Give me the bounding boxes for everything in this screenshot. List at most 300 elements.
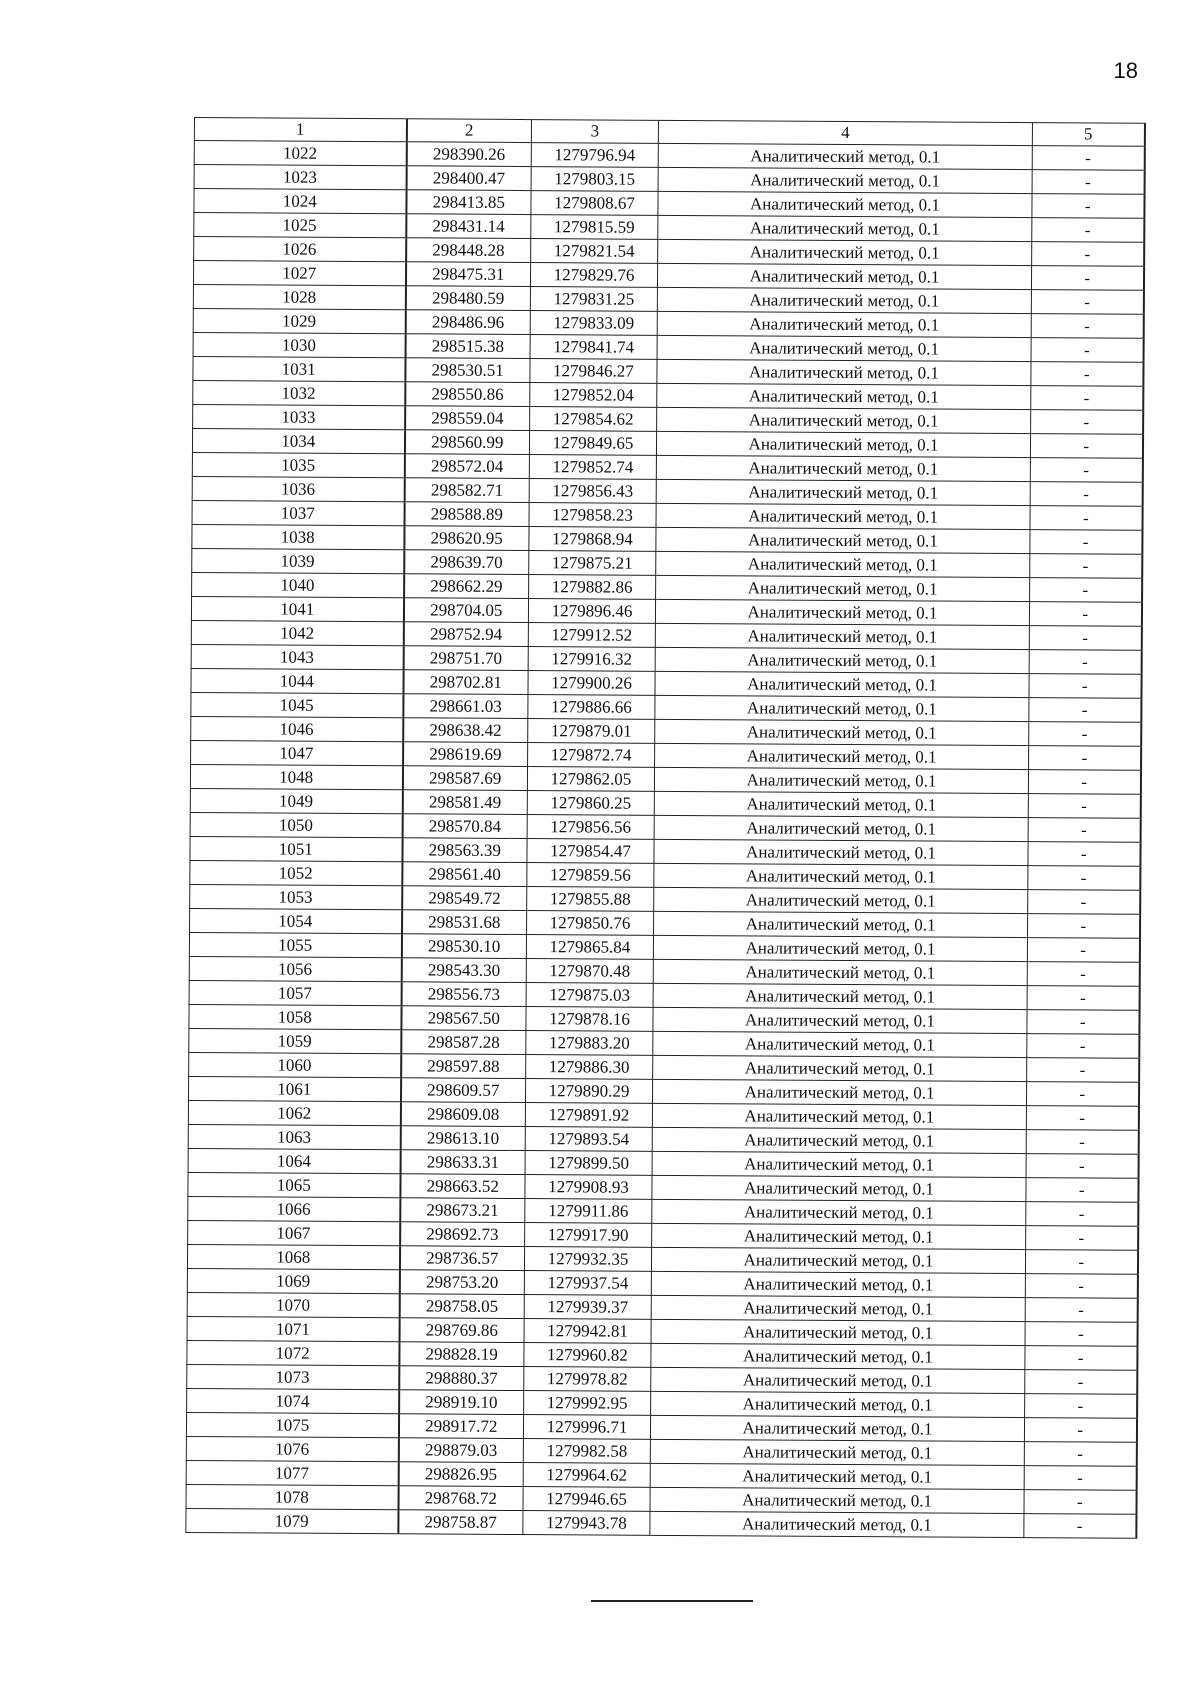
- y-coordinate-cell: 1279860.25: [527, 791, 654, 816]
- note-cell: -: [1028, 890, 1140, 915]
- y-coordinate-cell: 1279978.82: [524, 1367, 651, 1392]
- x-coordinate-cell: 298530.10: [401, 934, 526, 959]
- point-number-cell: 1030: [193, 332, 405, 357]
- x-coordinate-cell: 298758.05: [399, 1294, 524, 1319]
- y-coordinate-cell: 1279841.74: [530, 335, 657, 360]
- method-cell: Аналитический метод, 0.1: [652, 1079, 1026, 1105]
- note-cell: -: [1031, 362, 1143, 387]
- note-cell: -: [1026, 1130, 1138, 1155]
- note-cell: -: [1029, 698, 1141, 723]
- note-cell: -: [1027, 962, 1139, 987]
- x-coordinate-cell: 298582.71: [404, 478, 529, 503]
- x-coordinate-cell: 298572.04: [404, 454, 529, 479]
- x-coordinate-cell: 298515.38: [405, 334, 530, 359]
- point-number-cell: 1065: [188, 1172, 400, 1197]
- x-coordinate-cell: 298768.72: [398, 1486, 523, 1511]
- x-coordinate-cell: 298663.52: [400, 1174, 525, 1199]
- point-number-cell: 1044: [191, 668, 403, 693]
- point-number-cell: 1050: [190, 812, 402, 837]
- point-number-cell: 1073: [187, 1364, 399, 1389]
- x-coordinate-cell: 298880.37: [399, 1366, 524, 1391]
- x-coordinate-cell: 298448.28: [406, 238, 531, 263]
- point-number-cell: 1064: [188, 1148, 400, 1173]
- x-coordinate-cell: 298587.28: [401, 1030, 526, 1055]
- point-number-cell: 1035: [192, 452, 404, 477]
- y-coordinate-cell: 1279855.88: [527, 887, 654, 912]
- method-cell: Аналитический метод, 0.1: [650, 1415, 1024, 1441]
- y-coordinate-cell: 1279846.27: [530, 359, 657, 384]
- point-number-cell: 1075: [186, 1412, 398, 1437]
- point-number-cell: 1026: [194, 237, 406, 262]
- method-cell: Аналитический метод, 0.1: [657, 263, 1031, 289]
- note-cell: -: [1024, 1466, 1136, 1491]
- x-coordinate-cell: 298702.81: [403, 670, 528, 695]
- y-coordinate-cell: 1279890.29: [525, 1079, 652, 1104]
- note-cell: -: [1030, 434, 1142, 459]
- y-coordinate-cell: 1279875.03: [526, 983, 653, 1008]
- point-number-cell: 1038: [192, 524, 404, 549]
- y-coordinate-cell: 1279939.37: [524, 1295, 651, 1320]
- method-cell: Аналитический метод, 0.1: [650, 1463, 1024, 1489]
- point-number-cell: 1053: [190, 884, 402, 909]
- note-cell: -: [1031, 314, 1143, 339]
- point-number-cell: 1071: [187, 1316, 399, 1341]
- note-cell: -: [1025, 1298, 1137, 1323]
- method-cell: Аналитический метод, 0.1: [652, 1151, 1026, 1177]
- method-cell: Аналитический метод, 0.1: [650, 1439, 1024, 1465]
- y-coordinate-cell: 1279852.04: [530, 383, 657, 408]
- point-number-cell: 1066: [188, 1196, 400, 1221]
- method-cell: Аналитический метод, 0.1: [654, 815, 1028, 841]
- method-cell: Аналитический метод, 0.1: [652, 1103, 1026, 1129]
- point-number-cell: 1046: [191, 716, 403, 741]
- note-cell: -: [1029, 650, 1141, 675]
- note-cell: -: [1028, 794, 1140, 819]
- point-number-cell: 1025: [194, 213, 406, 238]
- y-coordinate-cell: 1279946.65: [523, 1487, 650, 1512]
- x-coordinate-cell: 298413.85: [406, 190, 531, 215]
- x-coordinate-cell: 298543.30: [401, 958, 526, 983]
- x-coordinate-cell: 298639.70: [404, 550, 529, 575]
- y-coordinate-cell: 1279912.52: [528, 623, 655, 648]
- note-cell: -: [1025, 1322, 1137, 1347]
- note-cell: -: [1027, 1010, 1139, 1035]
- y-coordinate-cell: 1279856.56: [527, 815, 654, 840]
- method-cell: Аналитический метод, 0.1: [652, 1175, 1026, 1201]
- x-coordinate-cell: 298556.73: [401, 982, 526, 1007]
- method-cell: Аналитический метод, 0.1: [651, 1295, 1025, 1321]
- x-coordinate-cell: 298531.68: [402, 910, 527, 935]
- y-coordinate-cell: 1279886.66: [528, 695, 655, 720]
- y-coordinate-cell: 1279899.50: [525, 1151, 652, 1176]
- point-number-cell: 1062: [188, 1100, 400, 1125]
- note-cell: -: [1024, 1442, 1136, 1467]
- point-number-cell: 1022: [194, 141, 406, 166]
- point-number-cell: 1068: [187, 1244, 399, 1269]
- method-cell: Аналитический метод, 0.1: [654, 911, 1028, 937]
- point-number-cell: 1043: [191, 644, 403, 669]
- note-cell: -: [1028, 842, 1140, 867]
- y-coordinate-cell: 1279883.20: [526, 1031, 653, 1056]
- method-cell: Аналитический метод, 0.1: [655, 719, 1029, 745]
- method-cell: Аналитический метод, 0.1: [650, 1487, 1024, 1513]
- method-cell: Аналитический метод, 0.1: [656, 503, 1030, 529]
- point-number-cell: 1072: [187, 1340, 399, 1365]
- point-number-cell: 1074: [187, 1388, 399, 1413]
- note-cell: -: [1031, 290, 1143, 315]
- point-number-cell: 1051: [190, 836, 402, 861]
- note-cell: -: [1025, 1394, 1137, 1419]
- y-coordinate-cell: 1279854.47: [527, 839, 654, 864]
- y-coordinate-cell: 1279831.25: [530, 287, 657, 312]
- point-number-cell: 1054: [190, 908, 402, 933]
- table-row: [186, 1508, 1136, 1538]
- point-number-cell: 1067: [188, 1220, 400, 1245]
- x-coordinate-cell: 298486.96: [405, 310, 530, 335]
- method-cell: Аналитический метод, 0.1: [652, 1223, 1026, 1249]
- point-number-cell: 1076: [186, 1436, 398, 1461]
- note-cell: -: [1029, 602, 1141, 627]
- y-coordinate-cell: 1279870.48: [526, 959, 653, 984]
- x-coordinate-cell: 298561.40: [402, 862, 527, 887]
- method-cell: Аналитический метод, 0.1: [658, 167, 1032, 193]
- y-coordinate-cell: 1279852.74: [529, 455, 656, 480]
- method-cell: Аналитический метод, 0.1: [655, 647, 1029, 673]
- point-number-cell: 1027: [193, 261, 405, 286]
- note-cell: -: [1026, 1154, 1138, 1179]
- x-coordinate-cell: 298917.72: [398, 1414, 523, 1439]
- point-number-cell: 1047: [191, 740, 403, 765]
- point-number-cell: 1037: [192, 500, 404, 525]
- note-cell: -: [1032, 218, 1144, 243]
- method-cell: Аналитический метод, 0.1: [653, 1031, 1027, 1057]
- x-coordinate-cell: 298736.57: [399, 1246, 524, 1271]
- y-coordinate-cell: 1279833.09: [530, 311, 657, 336]
- note-cell: -: [1027, 938, 1139, 963]
- method-cell: Аналитический метод, 0.1: [654, 791, 1028, 817]
- point-number-cell: 1060: [189, 1052, 401, 1077]
- y-coordinate-cell: 1279849.65: [529, 431, 656, 456]
- method-cell: Аналитический метод, 0.1: [657, 335, 1031, 361]
- x-coordinate-cell: 298431.14: [406, 214, 531, 239]
- y-coordinate-cell: 1279808.67: [531, 191, 658, 216]
- y-coordinate-cell: 1279896.46: [528, 599, 655, 624]
- y-coordinate-cell: 1279859.56: [527, 863, 654, 888]
- y-coordinate-cell: 1279856.43: [529, 479, 656, 504]
- point-number-cell: 1042: [191, 620, 403, 645]
- y-coordinate-cell: 1279893.54: [525, 1127, 652, 1152]
- note-cell: -: [1028, 866, 1140, 891]
- x-coordinate-cell: 298620.95: [404, 526, 529, 551]
- method-cell: Аналитический метод, 0.1: [655, 671, 1029, 697]
- table-body: [186, 141, 1144, 1539]
- method-cell: Аналитический метод, 0.1: [653, 959, 1027, 985]
- x-coordinate-cell: 298581.49: [402, 790, 527, 815]
- method-cell: Аналитический метод, 0.1: [656, 431, 1030, 457]
- x-coordinate-cell: 298475.31: [405, 262, 530, 287]
- method-cell: Аналитический метод, 0.1: [655, 695, 1029, 721]
- note-cell: -: [1026, 1226, 1138, 1251]
- note-cell: -: [1028, 914, 1140, 939]
- point-number-cell: 1028: [193, 284, 405, 309]
- method-cell: Аналитический метод, 0.1: [654, 863, 1028, 889]
- y-coordinate-cell: 1279911.86: [525, 1199, 652, 1224]
- point-number-cell: 1052: [190, 860, 402, 885]
- x-coordinate-cell: 298587.69: [402, 766, 527, 791]
- note-cell: -: [1030, 578, 1142, 603]
- point-number-cell: 1031: [193, 356, 405, 381]
- method-cell: Аналитический метод, 0.1: [654, 767, 1028, 793]
- method-cell: Аналитический метод, 0.1: [655, 599, 1029, 625]
- method-cell: Аналитический метод, 0.1: [657, 407, 1031, 433]
- point-number-cell: 1039: [192, 548, 404, 573]
- y-coordinate-cell: 1279964.62: [523, 1463, 650, 1488]
- x-coordinate-cell: 298879.03: [398, 1438, 523, 1463]
- x-coordinate-cell: 298826.95: [398, 1462, 523, 1487]
- y-coordinate-cell: 1279917.90: [525, 1223, 652, 1248]
- note-cell: -: [1026, 1082, 1138, 1107]
- x-coordinate-cell: 298661.03: [403, 694, 528, 719]
- method-cell: Аналитический метод, 0.1: [652, 1127, 1026, 1153]
- note-cell: -: [1027, 986, 1139, 1011]
- y-coordinate-cell: 1279982.58: [523, 1439, 650, 1464]
- note-cell: -: [1027, 1034, 1139, 1059]
- note-cell: -: [1032, 194, 1144, 219]
- point-number-cell: 1024: [194, 189, 406, 214]
- y-coordinate-cell: 1279875.21: [529, 551, 656, 576]
- y-coordinate-cell: 1279996.71: [523, 1415, 650, 1440]
- method-cell: Аналитический метод, 0.1: [657, 359, 1031, 385]
- column-header-2: 2: [406, 119, 531, 143]
- method-cell: Аналитический метод, 0.1: [657, 383, 1031, 409]
- y-coordinate-cell: 1279854.62: [530, 407, 657, 432]
- x-coordinate-cell: 298919.10: [399, 1390, 524, 1415]
- column-header-5: 5: [1032, 123, 1144, 147]
- note-cell: -: [1030, 530, 1142, 555]
- note-cell: -: [1024, 1418, 1136, 1443]
- note-cell: -: [1029, 746, 1141, 771]
- point-number-cell: 1034: [192, 428, 404, 453]
- note-cell: -: [1029, 626, 1141, 651]
- point-number-cell: 1040: [192, 572, 404, 597]
- x-coordinate-cell: 298597.88: [401, 1054, 526, 1079]
- point-number-cell: 1079: [186, 1508, 398, 1533]
- column-header-4: 4: [658, 120, 1032, 145]
- note-cell: -: [1032, 146, 1144, 171]
- note-cell: -: [1031, 410, 1143, 435]
- point-number-cell: 1057: [189, 980, 401, 1005]
- note-cell: -: [1028, 770, 1140, 795]
- y-coordinate-cell: 1279862.05: [527, 767, 654, 792]
- x-coordinate-cell: 298692.73: [400, 1222, 525, 1247]
- x-coordinate-cell: 298563.39: [402, 838, 527, 863]
- method-cell: Аналитический метод, 0.1: [653, 983, 1027, 1009]
- method-cell: Аналитический метод, 0.1: [658, 143, 1032, 169]
- note-cell: -: [1032, 170, 1144, 195]
- note-cell: -: [1029, 674, 1141, 699]
- x-coordinate-cell: 298549.72: [402, 886, 527, 911]
- y-coordinate-cell: 1279943.78: [523, 1511, 650, 1536]
- x-coordinate-cell: 298567.50: [401, 1006, 526, 1031]
- y-coordinate-cell: 1279850.76: [527, 911, 654, 936]
- point-number-cell: 1063: [188, 1124, 400, 1149]
- y-coordinate-cell: 1279900.26: [528, 671, 655, 696]
- method-cell: Аналитический метод, 0.1: [656, 575, 1030, 601]
- note-cell: -: [1026, 1178, 1138, 1203]
- note-cell: -: [1025, 1274, 1137, 1299]
- column-header-3: 3: [531, 120, 658, 144]
- point-number-cell: 1033: [193, 404, 405, 429]
- point-number-cell: 1036: [192, 476, 404, 501]
- x-coordinate-cell: 298560.99: [404, 430, 529, 455]
- y-coordinate-cell: 1279803.15: [531, 167, 658, 192]
- method-cell: Аналитический метод, 0.1: [653, 935, 1027, 961]
- x-coordinate-cell: 298390.26: [406, 142, 531, 167]
- point-number-cell: 1032: [193, 380, 405, 405]
- y-coordinate-cell: 1279908.93: [525, 1175, 652, 1200]
- x-coordinate-cell: 298559.04: [405, 406, 530, 431]
- y-coordinate-cell: 1279829.76: [530, 263, 657, 288]
- x-coordinate-cell: 298530.51: [405, 358, 530, 383]
- note-cell: -: [1025, 1250, 1137, 1275]
- method-cell: Аналитический метод, 0.1: [658, 239, 1032, 265]
- point-number-cell: 1045: [191, 692, 403, 717]
- point-number-cell: 1023: [194, 165, 406, 190]
- method-cell: Аналитический метод, 0.1: [651, 1391, 1025, 1417]
- method-cell: Аналитический метод, 0.1: [650, 1511, 1024, 1537]
- y-coordinate-cell: 1279878.16: [526, 1007, 653, 1032]
- point-number-cell: 1061: [188, 1076, 400, 1101]
- note-cell: -: [1031, 338, 1143, 363]
- point-number-cell: 1041: [191, 596, 403, 621]
- method-cell: Аналитический метод, 0.1: [658, 215, 1032, 241]
- x-coordinate-cell: 298828.19: [399, 1342, 524, 1367]
- note-cell: -: [1026, 1202, 1138, 1227]
- y-coordinate-cell: 1279942.81: [524, 1319, 651, 1344]
- y-coordinate-cell: 1279992.95: [524, 1391, 651, 1416]
- method-cell: Аналитический метод, 0.1: [656, 551, 1030, 577]
- x-coordinate-cell: 298609.57: [400, 1078, 525, 1103]
- method-cell: Аналитический метод, 0.1: [652, 1199, 1026, 1225]
- point-number-cell: 1069: [187, 1268, 399, 1293]
- point-number-cell: 1056: [189, 956, 401, 981]
- y-coordinate-cell: 1279891.92: [525, 1103, 652, 1128]
- note-cell: -: [1032, 242, 1144, 267]
- point-number-cell: 1048: [190, 764, 402, 789]
- point-number-cell: 1077: [186, 1460, 398, 1485]
- y-coordinate-cell: 1279865.84: [526, 935, 653, 960]
- note-cell: -: [1030, 554, 1142, 579]
- point-number-cell: 1049: [190, 788, 402, 813]
- x-coordinate-cell: 298480.59: [405, 286, 530, 311]
- note-cell: -: [1029, 722, 1141, 747]
- y-coordinate-cell: 1279815.59: [531, 215, 658, 240]
- y-coordinate-cell: 1279882.86: [529, 575, 656, 600]
- x-coordinate-cell: 298758.87: [398, 1510, 523, 1535]
- method-cell: Аналитический метод, 0.1: [651, 1319, 1025, 1345]
- x-coordinate-cell: 298619.69: [403, 742, 528, 767]
- x-coordinate-cell: 298570.84: [402, 814, 527, 839]
- note-cell: -: [1030, 458, 1142, 483]
- x-coordinate-cell: 298751.70: [403, 646, 528, 671]
- x-coordinate-cell: 298662.29: [404, 574, 529, 599]
- method-cell: Аналитический метод, 0.1: [651, 1343, 1025, 1369]
- method-cell: Аналитический метод, 0.1: [656, 527, 1030, 553]
- y-coordinate-cell: 1279868.94: [529, 527, 656, 552]
- x-coordinate-cell: 298638.42: [403, 718, 528, 743]
- x-coordinate-cell: 298769.86: [399, 1318, 524, 1343]
- method-cell: Аналитический метод, 0.1: [651, 1367, 1025, 1393]
- method-cell: Аналитический метод, 0.1: [654, 887, 1028, 913]
- method-cell: Аналитический метод, 0.1: [653, 1007, 1027, 1033]
- method-cell: Аналитический метод, 0.1: [657, 311, 1031, 337]
- y-coordinate-cell: 1279821.54: [531, 239, 658, 264]
- method-cell: Аналитический метод, 0.1: [654, 839, 1028, 865]
- note-cell: -: [1028, 818, 1140, 843]
- x-coordinate-cell: 298400.47: [406, 166, 531, 191]
- x-coordinate-cell: 298673.21: [400, 1198, 525, 1223]
- y-coordinate-cell: 1279879.01: [528, 719, 655, 744]
- x-coordinate-cell: 298550.86: [405, 382, 530, 407]
- y-coordinate-cell: 1279886.30: [526, 1055, 653, 1080]
- note-cell: -: [1024, 1514, 1136, 1539]
- method-cell: Аналитический метод, 0.1: [651, 1247, 1025, 1273]
- note-cell: -: [1026, 1106, 1138, 1131]
- method-cell: Аналитический метод, 0.1: [656, 455, 1030, 481]
- note-cell: -: [1024, 1490, 1136, 1515]
- y-coordinate-cell: 1279932.35: [524, 1247, 651, 1272]
- method-cell: Аналитический метод, 0.1: [655, 743, 1029, 769]
- x-coordinate-cell: 298588.89: [404, 502, 529, 527]
- note-cell: -: [1025, 1346, 1137, 1371]
- y-coordinate-cell: 1279872.74: [528, 743, 655, 768]
- point-number-cell: 1078: [186, 1484, 398, 1509]
- method-cell: Аналитический метод, 0.1: [657, 287, 1031, 313]
- page-number: 18: [1113, 58, 1138, 83]
- note-cell: -: [1030, 506, 1142, 531]
- note-cell: -: [1031, 266, 1143, 291]
- footer-rule: [591, 1600, 753, 1602]
- x-coordinate-cell: 298613.10: [400, 1126, 525, 1151]
- y-coordinate-cell: 1279937.54: [524, 1271, 651, 1296]
- coordinates-table: [185, 117, 1145, 1539]
- x-coordinate-cell: 298609.08: [400, 1102, 525, 1127]
- point-number-cell: 1055: [189, 932, 401, 957]
- y-coordinate-cell: 1279858.23: [529, 503, 656, 528]
- x-coordinate-cell: 298704.05: [403, 598, 528, 623]
- y-coordinate-cell: 1279960.82: [524, 1343, 651, 1368]
- y-coordinate-cell: 1279796.94: [531, 143, 658, 168]
- point-number-cell: 1029: [193, 308, 405, 333]
- method-cell: Аналитический метод, 0.1: [651, 1271, 1025, 1297]
- point-number-cell: 1058: [189, 1004, 401, 1029]
- note-cell: -: [1031, 386, 1143, 411]
- column-header-1: 1: [194, 118, 406, 142]
- method-cell: Аналитический метод, 0.1: [653, 1055, 1027, 1081]
- y-coordinate-cell: 1279916.32: [528, 647, 655, 672]
- note-cell: -: [1025, 1370, 1137, 1395]
- note-cell: -: [1030, 482, 1142, 507]
- method-cell: Аналитический метод, 0.1: [656, 479, 1030, 505]
- x-coordinate-cell: 298752.94: [403, 622, 528, 647]
- point-number-cell: 1070: [187, 1292, 399, 1317]
- point-number-cell: 1059: [189, 1028, 401, 1053]
- x-coordinate-cell: 298753.20: [399, 1270, 524, 1295]
- method-cell: Аналитический метод, 0.1: [658, 191, 1032, 217]
- method-cell: Аналитический метод, 0.1: [655, 623, 1029, 649]
- note-cell: -: [1027, 1058, 1139, 1083]
- x-coordinate-cell: 298633.31: [400, 1150, 525, 1175]
